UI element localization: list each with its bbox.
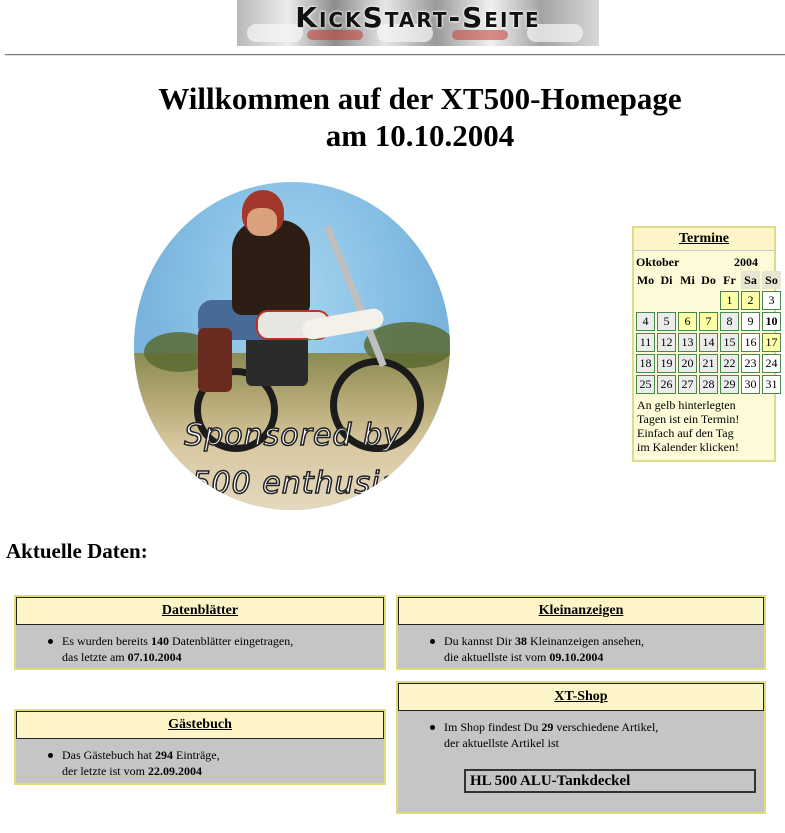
datasheets-link[interactable]: Datenblätter [161, 603, 239, 618]
classifieds-text: Du kannst Dir [444, 634, 515, 648]
guestbook-info [16, 739, 384, 779]
calendar-day[interactable]: 22 [720, 354, 739, 373]
calendar-event-day[interactable]: 6 [678, 312, 697, 331]
calendar-note-line: An gelb hinterlegten [637, 398, 736, 412]
calendar-day[interactable]: 19 [657, 354, 676, 373]
calendar-note-line: im Kalender klicken! [637, 440, 739, 454]
photo-caption-sponsored: Sponsored by [184, 418, 402, 453]
calendar-note-line: Einfach auf den Tag [637, 426, 734, 440]
page-title-line1: Willkommen auf der XT500-Homepage [158, 81, 682, 116]
calendar-day[interactable]: 5 [657, 312, 676, 331]
calendar-day[interactable]: 30 [741, 375, 760, 394]
banner-title: KickStart-Seite [295, 1, 541, 34]
header-banner [237, 0, 599, 46]
shop-text: der aktuellste Artikel ist [444, 736, 559, 750]
page-title-date: am 10.10.2004 [325, 118, 515, 153]
calendar-note-line: Tagen ist ein Termin! [637, 412, 740, 426]
shop-latest-item[interactable]: HL 500 ALU-Tankdeckel [464, 769, 756, 793]
classifieds-text: Kleinanzeigen ansehen, [527, 634, 644, 648]
guestbook-count: 294 [154, 748, 173, 762]
calendar-day[interactable]: 11 [636, 333, 655, 352]
calendar-day[interactable]: 8 [720, 312, 739, 331]
shop-header [398, 683, 764, 711]
datasheets-text: Datenblätter eingetragen, [168, 634, 294, 648]
guestbook-text: Das Gästebuch hat [62, 748, 155, 762]
calendar-month: Oktober [636, 255, 680, 269]
calendar-empty-cell [657, 291, 676, 308]
calendar-empty-cell [678, 291, 697, 308]
calendar-day[interactable]: 15 [720, 333, 739, 352]
datasheets-header [16, 597, 384, 625]
guestbook-date: 22.09.2004 [147, 764, 202, 778]
photo-caption-enthusiasts: XT 500 enthusiasts [140, 466, 446, 501]
section-heading: Aktuelle Daten: [6, 539, 148, 563]
calendar-weekday-header: So [762, 271, 781, 289]
datasheets-text: das letzte am [62, 650, 128, 664]
calendar-day[interactable]: 27 [678, 375, 697, 394]
page-title [55, 80, 785, 154]
guestbook-link[interactable]: Gästebuch [168, 717, 232, 732]
calendar-empty-cell [636, 291, 655, 308]
bullet-icon [48, 753, 53, 758]
calendar-day[interactable]: 28 [699, 375, 718, 394]
shop-info [398, 711, 764, 793]
calendar-weekday-header: Mi [680, 273, 695, 287]
calendar-event-day[interactable]: 7 [699, 312, 718, 331]
calendar-day[interactable]: 4 [636, 312, 655, 331]
calendar-grid [634, 271, 778, 394]
event-calendar [632, 226, 776, 462]
calendar-day[interactable]: 29 [720, 375, 739, 394]
calendar-day[interactable]: 16 [741, 333, 760, 352]
shop-text: verschiedene Artikel, [553, 720, 659, 734]
calendar-weekday-header: Do [701, 273, 716, 287]
guestbook-text: Einträge, [172, 748, 220, 762]
photo-rider-face [247, 208, 277, 236]
calendar-day[interactable]: 23 [741, 354, 760, 373]
calendar-title-link[interactable]: Termine [634, 228, 774, 251]
photo-engine [246, 332, 308, 386]
calendar-day[interactable]: 3 [762, 291, 781, 310]
calendar-day[interactable]: 18 [636, 354, 655, 373]
datasheets-date: 07.10.2004 [127, 650, 182, 664]
calendar-day[interactable]: 25 [636, 375, 655, 394]
photo-front-fork [324, 225, 387, 367]
calendar-weekday-header: Sa [741, 271, 760, 289]
calendar-day[interactable]: 13 [678, 333, 697, 352]
calendar-day[interactable]: 21 [699, 354, 718, 373]
datasheets-text: Es wurden bereits [62, 634, 151, 648]
calendar-day[interactable]: 10 [762, 312, 781, 331]
shop-box [396, 681, 766, 814]
shop-link[interactable]: XT-Shop [554, 689, 608, 704]
calendar-note [634, 398, 774, 454]
calendar-event-day[interactable]: 1 [720, 291, 739, 310]
bullet-icon [430, 725, 435, 730]
datasheets-count: 140 [150, 634, 169, 648]
calendar-event-day[interactable]: 2 [741, 291, 760, 310]
classifieds-header [398, 597, 764, 625]
calendar-month-row [634, 251, 774, 271]
guestbook-header [16, 711, 384, 739]
guestbook-text: der letzte ist vom [62, 764, 148, 778]
classifieds-date: 09.10.2004 [549, 650, 604, 664]
datasheets-info [16, 625, 384, 665]
calendar-day[interactable]: 9 [741, 312, 760, 331]
calendar-day[interactable]: 24 [762, 354, 781, 373]
calendar-day[interactable]: 26 [657, 375, 676, 394]
classifieds-info [398, 625, 764, 665]
calendar-weekday-header: Fr [723, 273, 736, 287]
calendar-empty-cell [699, 291, 718, 308]
calendar-year: 2004 [734, 255, 758, 269]
calendar-day[interactable]: 20 [678, 354, 697, 373]
motorcycle-photo [134, 182, 450, 510]
calendar-day[interactable]: 12 [657, 333, 676, 352]
header-divider [5, 54, 785, 56]
calendar-day[interactable]: 31 [762, 375, 781, 394]
classifieds-count: 38 [515, 634, 527, 648]
bullet-icon [48, 639, 53, 644]
classifieds-box [396, 595, 766, 670]
datasheets-box [14, 595, 386, 670]
calendar-weekday-header: Mo [636, 273, 655, 287]
guestbook-box [14, 709, 386, 785]
shop-text: Im Shop findest Du [444, 720, 542, 734]
calendar-weekday-header: Di [660, 273, 673, 287]
shop-count: 29 [541, 720, 554, 734]
classifieds-link[interactable]: Kleinanzeigen [538, 603, 624, 618]
classifieds-text: die aktuellste ist vom [444, 650, 550, 664]
photo-rider-boot [198, 328, 232, 392]
calendar-day[interactable]: 14 [699, 333, 718, 352]
calendar-event-day[interactable]: 17 [762, 333, 781, 352]
bullet-icon [430, 639, 435, 644]
